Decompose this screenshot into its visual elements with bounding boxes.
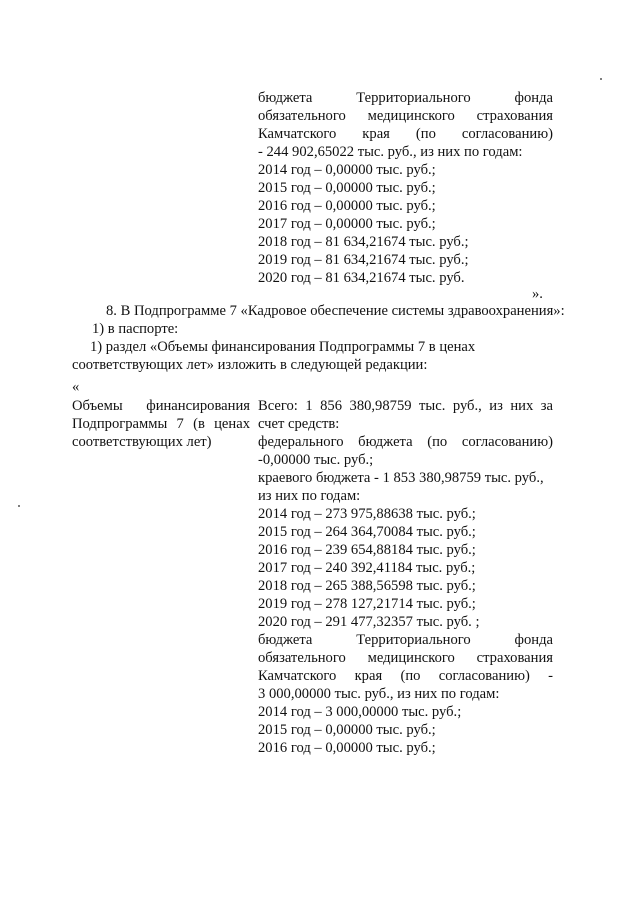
table-right-line-3: федерального бюджета (по согласованию)	[258, 434, 553, 450]
table-left-line-1: Объемы финансирования	[72, 398, 250, 414]
table-right-line-9: 2016 год – 239 654,88184 тыс. руб.;	[258, 542, 476, 558]
table-right-line-6: из них по годам:	[258, 488, 361, 504]
table-right-line-12: 2019 год – 278 127,21714 тыс. руб.;	[258, 596, 476, 612]
table-right-line-15: обязательного медицинского страхования	[258, 650, 553, 666]
table-right-line-1: Всего: 1 856 380,98759 тыс. руб., из них за	[258, 398, 553, 414]
table-right-line-2: счет средств:	[258, 416, 340, 432]
table-open-quote: «	[72, 379, 80, 395]
section-8-item-1: 1) в паспорте:	[92, 321, 179, 337]
table-left-line-3: соответствующих лет)	[72, 434, 212, 450]
table-right-line-10: 2017 год – 240 392,41184 тыс. руб.;	[258, 560, 476, 576]
top-block-line-8: 2017 год – 0,00000 тыс. руб.;	[258, 216, 436, 232]
table-right-line-4: -0,00000 тыс. руб.;	[258, 452, 374, 468]
top-block-line-10: 2019 год – 81 634,21674 тыс. руб.;	[258, 252, 469, 268]
section-8-title: 8. В Подпрограмме 7 «Кадровое обеспечение системы здравоохранения»:	[106, 303, 565, 319]
table-right-line-14: бюджета Территориального фонда	[258, 632, 553, 648]
top-block-line-2: обязательного медицинского страхования	[258, 108, 553, 124]
closing-quote: ».	[532, 286, 543, 302]
top-block-line-1: бюджета Территориального фонда	[258, 90, 553, 106]
top-block-line-3: Камчатского края (по согласованию)	[258, 126, 553, 142]
table-right-line-17: 3 000,00000 тыс. руб., из них по годам:	[258, 686, 500, 702]
table-right-line-16: Камчатского края (по согласованию) -	[258, 668, 553, 684]
table-right-line-8: 2015 год – 264 364,70084 тыс. руб.;	[258, 524, 476, 540]
table-right-line-18: 2014 год – 3 000,00000 тыс. руб.;	[258, 704, 462, 720]
table-left-line-2: Подпрограммы 7 (в ценах	[72, 416, 250, 432]
section-8-subitem-1-line-1: 1) раздел «Объемы финансирования Подпрограммы 7 в ценах	[90, 339, 476, 355]
scan-speck	[600, 78, 602, 80]
top-block-line-4: - 244 902,65022 тыс. руб., из них по годам:	[258, 144, 523, 160]
table-right-line-13: 2020 год – 291 477,32357 тыс. руб. ;	[258, 614, 480, 630]
scan-speck	[18, 505, 20, 507]
table-right-line-20: 2016 год – 0,00000 тыс. руб.;	[258, 740, 436, 756]
table-right-line-7: 2014 год – 273 975,88638 тыс. руб.;	[258, 506, 476, 522]
section-8-subitem-1-line-2: соответствующих лет» изложить в следующей редакции:	[72, 357, 428, 373]
table-right-line-19: 2015 год – 0,00000 тыс. руб.;	[258, 722, 436, 738]
table-right-line-11: 2018 год – 265 388,56598 тыс. руб.;	[258, 578, 476, 594]
top-block-line-5: 2014 год – 0,00000 тыс. руб.;	[258, 162, 436, 178]
top-block-line-11: 2020 год – 81 634,21674 тыс. руб.	[258, 270, 465, 286]
top-block-line-6: 2015 год – 0,00000 тыс. руб.;	[258, 180, 436, 196]
top-block-line-9: 2018 год – 81 634,21674 тыс. руб.;	[258, 234, 469, 250]
table-right-line-5: краевого бюджета - 1 853 380,98759 тыс. руб.,	[258, 470, 544, 486]
top-block-line-7: 2016 год – 0,00000 тыс. руб.;	[258, 198, 436, 214]
